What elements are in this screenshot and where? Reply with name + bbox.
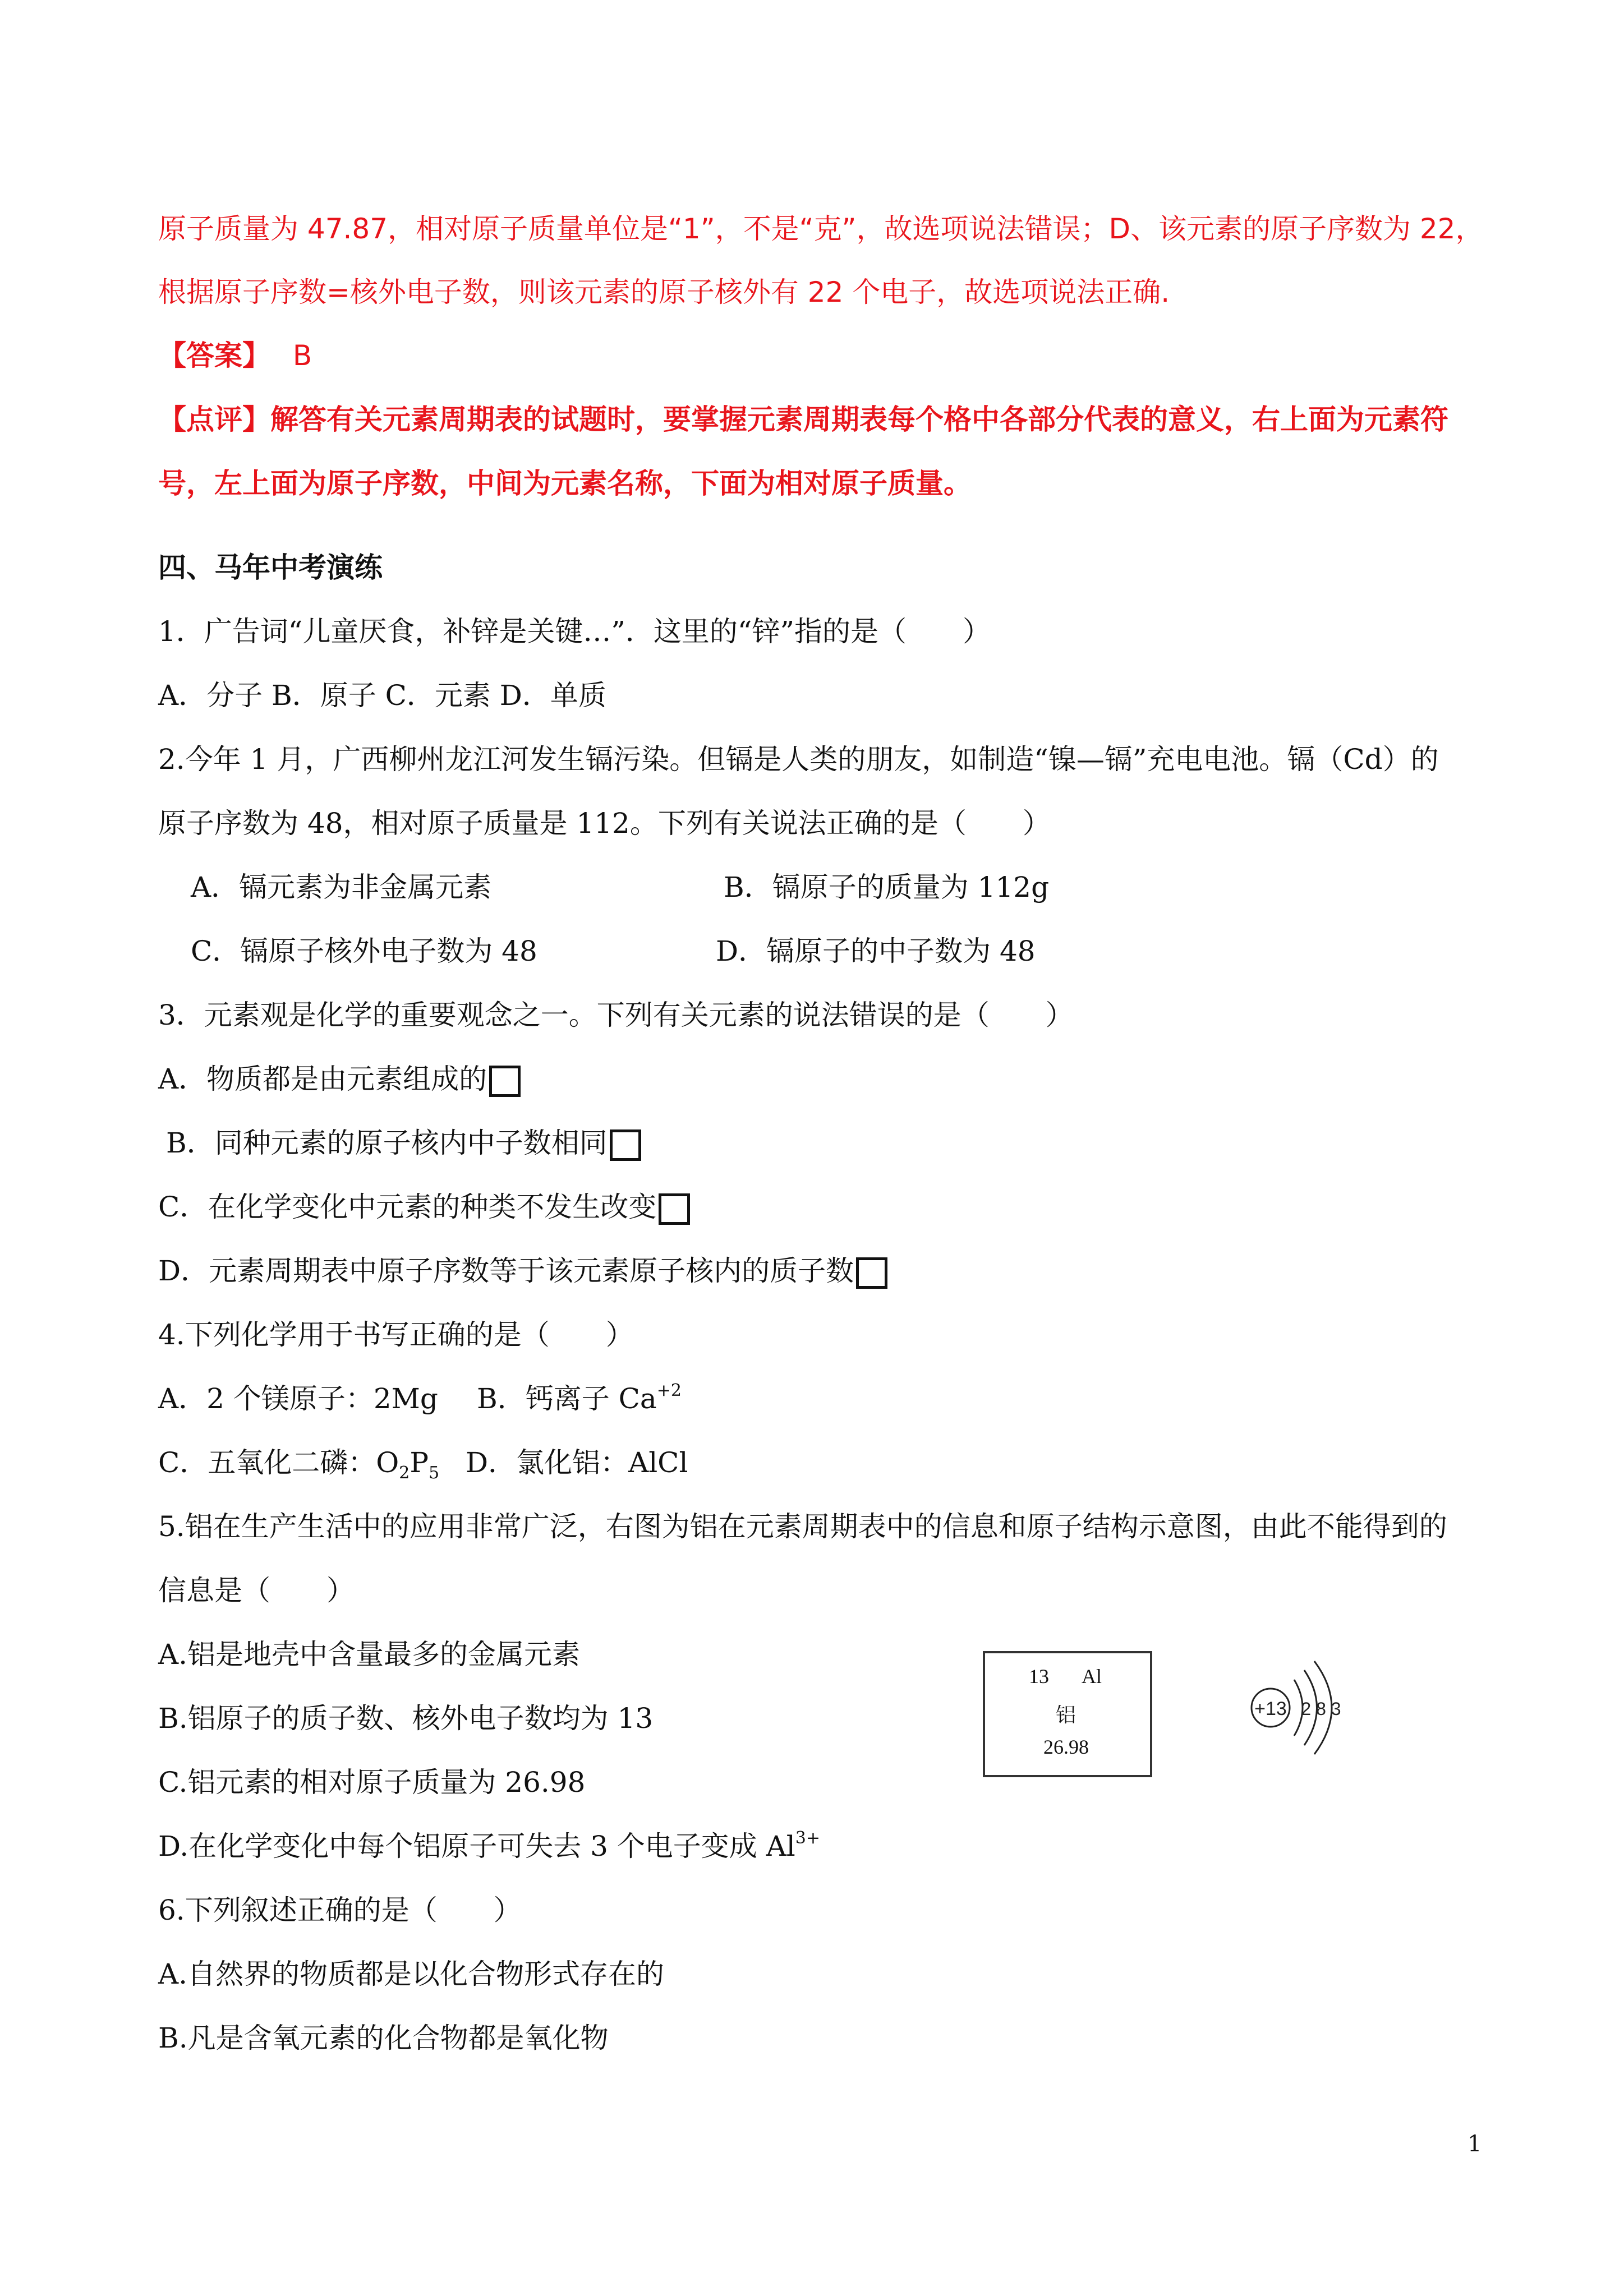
q3-option-d <box>158 1254 887 1289</box>
q2-option-d: D．镉原子的中子数为 48 <box>716 935 1036 967</box>
tile-element-name: 铝 <box>1056 1704 1076 1727</box>
empty-box-icon <box>489 1066 521 1097</box>
q3-option-a <box>158 1062 521 1097</box>
page-number: 1 <box>1467 2131 1482 2157</box>
empty-box-icon <box>610 1129 641 1161</box>
answer-label: 【答案】 <box>158 339 270 372</box>
q1-options: A．分子 B．原子 C．元素 D．单质 <box>158 679 606 712</box>
q2-option-c: C．镉原子核外电子数为 48 <box>191 935 537 967</box>
q5-stem-2: 信息是（ ） <box>158 1574 355 1607</box>
q3-option-c <box>158 1190 690 1225</box>
q4-option-c-sub1: 2 <box>399 1463 410 1483</box>
q5-option-a: A.铝是地壳中含量最多的金属元素 <box>158 1638 581 1671</box>
q5-option-c: C.铝元素的相对原子质量为 26.98 <box>158 1766 586 1799</box>
q6-option-b: B.凡是含氧元素的化合物都是氧化物 <box>158 2022 609 2054</box>
q4-stem: 4.下列化学用于书写正确的是（ ） <box>158 1318 634 1351</box>
q2-option-a: A．镉元素为非金属元素 <box>191 871 492 903</box>
q2-stem-2: 原子序数为 48，相对原子质量是 112。下列有关说法正确的是（ ） <box>158 807 1051 840</box>
q6-option-a: A.自然界的物质都是以化合物形式存在的 <box>158 1958 665 1990</box>
answer-value: B <box>292 339 312 372</box>
q4-option-c <box>158 1446 440 1483</box>
tile-atomic-mass: 26.98 <box>1043 1736 1089 1758</box>
empty-box-icon <box>659 1193 690 1225</box>
tile-atomic-number: 13 <box>1029 1665 1049 1688</box>
q4-option-b-charge: +2 <box>656 1381 682 1401</box>
explanation-line-2: 根据原子序数=核外电子数，则该元素的原子核外有 22 个电子，故选项说法正确. <box>158 276 1170 308</box>
q5-stem-1: 5.铝在生产生活中的应用非常广泛，右图为铝在元素周期表中的信息和原子结构示意图，由此不能得到的 <box>158 1510 1447 1543</box>
atom-structure-diagram <box>1237 1654 1355 1761</box>
q2-stem-1: 2.今年 1 月，广西柳州龙江河发生镉污染。但镉是人类的朋友，如制造“镍—镉”充电电池。镉（Cd）的 <box>158 743 1439 776</box>
section-title: 四、马年中考演练 <box>158 551 383 584</box>
q4-option-c-sub2: 5 <box>429 1463 440 1483</box>
q3-option-a-text: A．物质都是由元素组成的 <box>158 1063 487 1095</box>
q4-option-c-mid: P <box>410 1446 429 1479</box>
q3-option-d-text: D．元素周期表中原子序数等于该元素原子核内的质子数 <box>158 1255 854 1287</box>
q3-option-c-text: C．在化学变化中元素的种类不发生改变 <box>158 1191 657 1223</box>
q2-option-b: B．镉原子的质量为 112g <box>724 871 1050 903</box>
q3-option-b <box>166 1126 641 1161</box>
q5-option-d <box>158 1829 820 1863</box>
q4-option-b <box>477 1382 682 1416</box>
q6-stem: 6.下列叙述正确的是（ ） <box>158 1894 522 1926</box>
comment-line-1 <box>158 403 1448 436</box>
q3-option-b-text: B．同种元素的原子核内中子数相同 <box>166 1127 608 1159</box>
comment-label: 【点评】 <box>158 403 270 436</box>
q3-stem: 3．元素观是化学的重要观念之一。下列有关元素的说法错误的是（ ） <box>158 999 1074 1031</box>
q1-stem: 1．广告词“儿童厌食，补锌是关键…”．这里的“锌”指的是（ ） <box>158 615 991 648</box>
q5-option-d-charge: 3+ <box>795 1828 821 1848</box>
electron-counts: 2 8 3 <box>1301 1699 1341 1719</box>
q5-option-b: B.铝原子的质子数、核外电子数均为 13 <box>158 1702 654 1735</box>
explanation-line-1: 原子质量为 47.87，相对原子质量单位是“1”，不是“克”，故选项说法错误；D、该元素的原子序数为 22， <box>158 213 1484 245</box>
q4-option-b-text: B．钙离子 Ca <box>477 1382 657 1415</box>
answer-line <box>158 339 312 372</box>
comment-line-2: 号，左上面为原子序数，中间为元素名称，下面为相对原子质量。 <box>158 467 972 500</box>
tile-symbol: Al <box>1082 1665 1102 1688</box>
empty-box-icon <box>856 1257 887 1289</box>
q4-option-d: D．氯化铝：AlCl <box>466 1446 688 1479</box>
q5-option-d-text: D.在化学变化中每个铝原子可失去 3 个电子变成 Al <box>158 1830 795 1862</box>
comment-text-1: 解答有关元素周期表的试题时，要掌握元素周期表每个格中各部分代表的意义，右上面为元素符 <box>270 403 1448 436</box>
q4-option-a: A．2 个镁原子：2Mg <box>158 1382 438 1415</box>
nucleus-charge: +13 <box>1254 1698 1287 1719</box>
periodic-table-tile <box>983 1651 1152 1777</box>
q4-option-c-text: C．五氧化二磷：O <box>158 1446 399 1479</box>
